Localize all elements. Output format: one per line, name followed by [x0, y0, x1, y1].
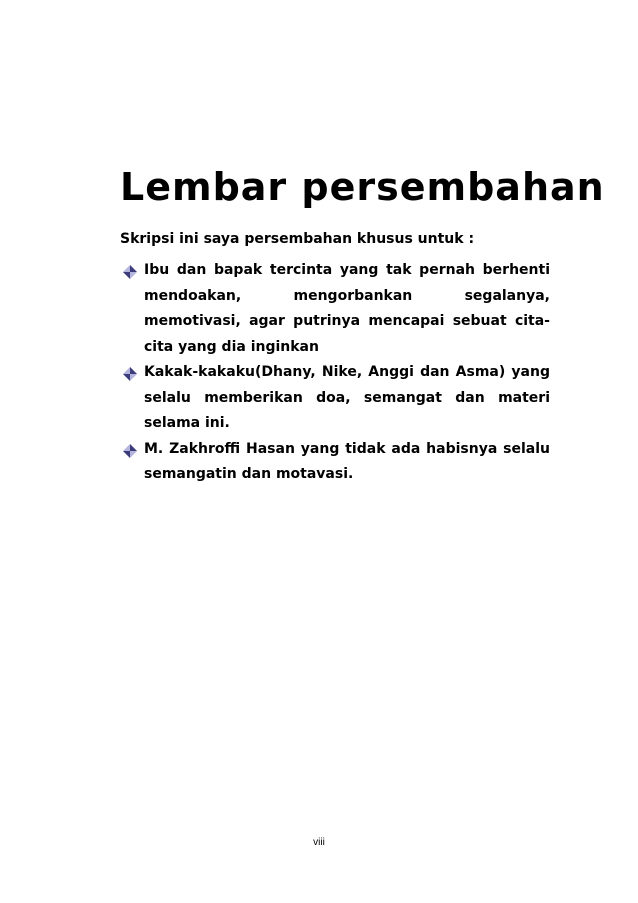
list-item	[120, 360, 550, 437]
page-title: Lembar persembahan	[120, 165, 605, 209]
intro-text: Skripsi ini saya persembahan khusus untuk :	[120, 231, 475, 247]
diamond-bullet-icon	[123, 367, 137, 381]
list-item	[120, 437, 550, 488]
list-item-text: M. Zakhroffi Hasan yang tidak ada habisnya selalu semangatin dan motavasi.	[144, 440, 550, 482]
page-number: viii	[313, 837, 325, 848]
list-item-text: Kakak-kakaku(Dhany, Nike, Anggi dan Asma) yang selalu memberikan doa, semangat dan materi selama ini.	[144, 364, 550, 431]
dedication-list	[120, 258, 550, 488]
diamond-bullet-icon	[123, 444, 137, 458]
list-item-text: Ibu dan bapak tercinta yang tak pernah berhenti mendoakan, mengorbankan segalanya, memotivasi, agar putrinya mencapai sebuat cita-cita yang dia inginkan	[144, 262, 550, 355]
diamond-bullet-icon	[123, 265, 137, 279]
list-item	[120, 258, 550, 360]
